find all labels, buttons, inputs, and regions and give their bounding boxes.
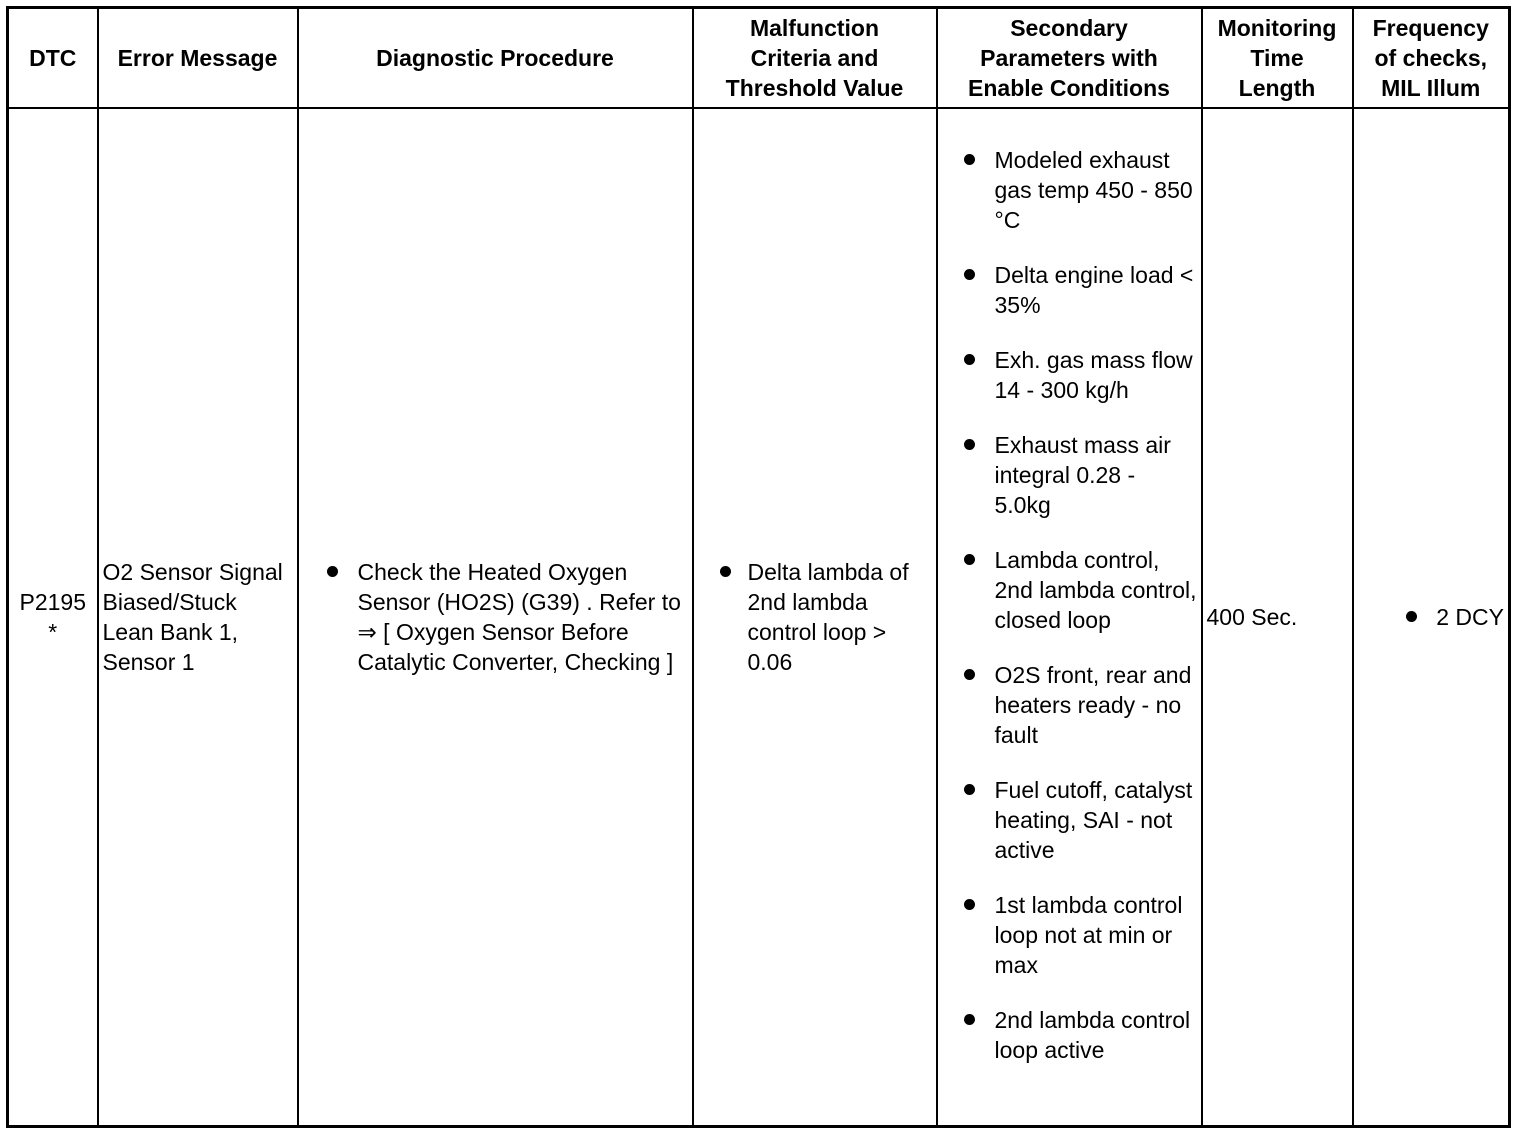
- error-message-cell: [98, 108, 298, 1127]
- list-item: Exh. gas mass flow 14 - 300 kg/h: [942, 345, 1197, 405]
- frequency-value: 2 DCY: [1406, 602, 1504, 632]
- list-item: Lambda control, 2nd lambda control, closed loop: [942, 545, 1197, 635]
- secondary-parameters-cell: [937, 108, 1202, 1127]
- table-row: [8, 108, 1510, 1127]
- monitoring-time-cell: [1202, 108, 1353, 1127]
- header-frequency: Frequency of checks, MIL Illum: [1353, 8, 1510, 109]
- header-secondary-parameters: Secondary Parameters with Enable Conditions: [937, 8, 1202, 109]
- dtc-table: [6, 6, 1511, 1128]
- header-malfunction-criteria: Malfunction Criteria and Threshold Value: [693, 8, 937, 109]
- diagnostic-procedure-item: Check the Heated Oxygen Sensor (HO2S) (G39) . Refer to ⇒ [ Oxygen Sensor Before Catalytic Converter, Checking ]: [303, 557, 688, 677]
- header-error-message: Error Message: [98, 8, 298, 109]
- monitoring-time: 400 Sec.: [1206, 604, 1298, 630]
- list-item: Fuel cutoff, catalyst heating, SAI - not active: [942, 775, 1197, 865]
- dtc-code: P2195: [19, 589, 86, 615]
- list-item: 2nd lambda control loop active: [942, 1005, 1197, 1065]
- malfunction-criteria-item: Delta lambda of 2nd lambda control loop > 0.06: [698, 557, 932, 677]
- list-item: O2S front, rear and heaters ready - no fault: [942, 660, 1197, 750]
- diagnostic-procedure-cell: [298, 108, 693, 1127]
- dtc-code-cell: [8, 108, 98, 1127]
- list-item: 1st lambda control loop not at min or max: [942, 890, 1197, 980]
- malfunction-criteria-cell: [693, 108, 937, 1127]
- frequency-cell: [1353, 108, 1510, 1127]
- list-item: Delta engine load < 35%: [942, 260, 1197, 320]
- dtc-note: *: [48, 619, 58, 645]
- secondary-parameters-list: [942, 145, 1197, 1065]
- list-item: Modeled exhaust gas temp 450 - 850 °C: [942, 145, 1197, 235]
- header-row: [8, 8, 1510, 109]
- list-item: Exhaust mass air integral 0.28 - 5.0kg: [942, 430, 1197, 520]
- error-message: O2 Sensor Signal Biased/Stuck Lean Bank 1, Sensor 1: [102, 559, 283, 675]
- header-diagnostic-procedure: Diagnostic Procedure: [298, 8, 693, 109]
- header-monitoring-time: Monitoring Time Length: [1202, 8, 1353, 109]
- header-dtc: DTC: [8, 8, 98, 109]
